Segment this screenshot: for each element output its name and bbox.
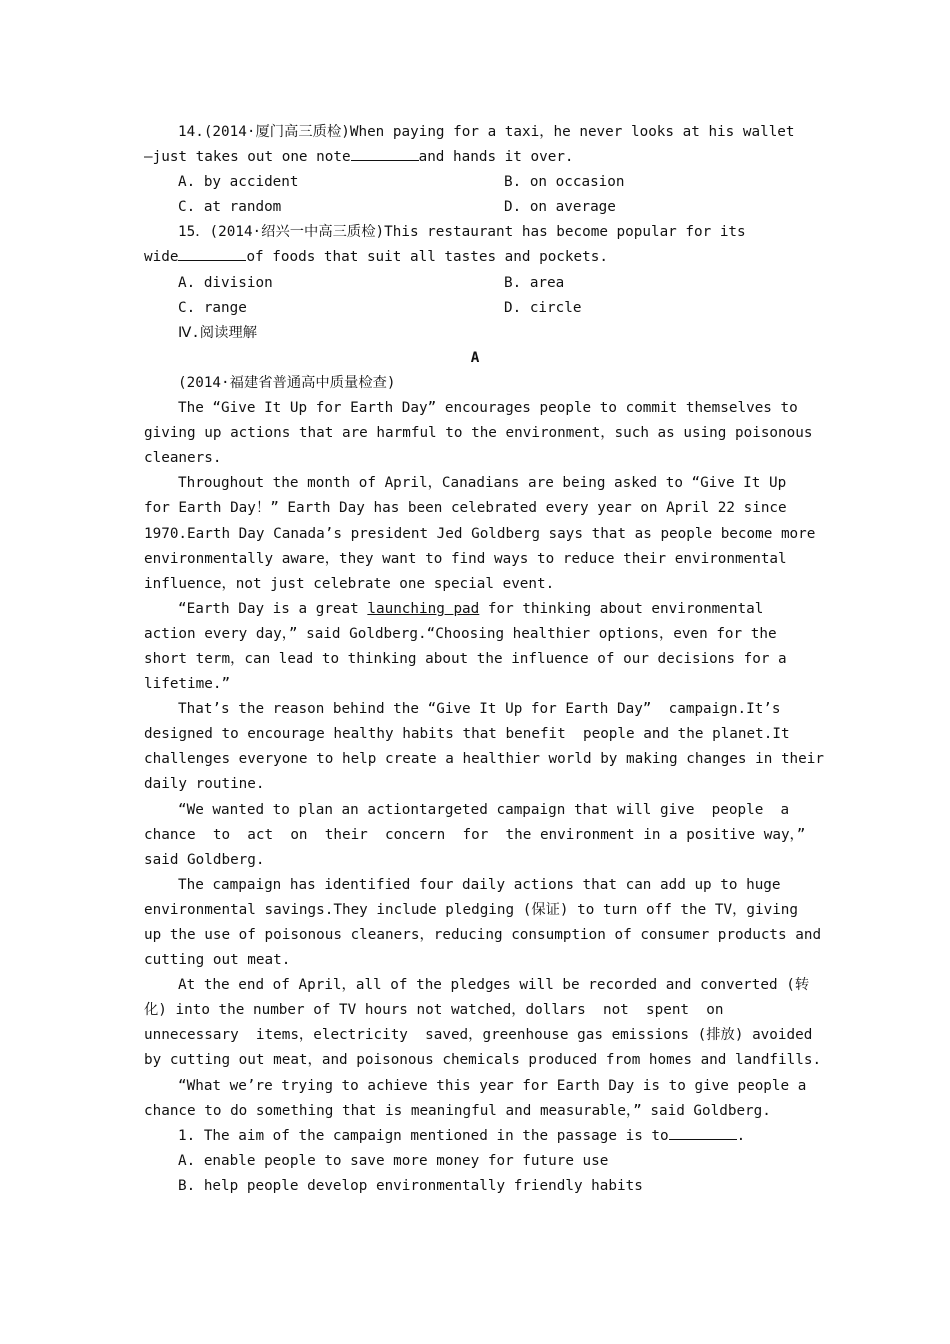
underlined-phrase: launching pad [367, 600, 480, 617]
paragraph-8-line: chance to do something that is meaningful and measurable，” said Goldberg. [144, 1102, 771, 1119]
q1-stem-end: . [736, 1127, 746, 1144]
q15-option-c: C. range [178, 299, 247, 316]
paragraph-5-line: said Goldberg. [144, 851, 265, 868]
q1-stem [144, 1124, 806, 1149]
paragraph-6-line: The campaign has identified four daily actions that can add up to huge [178, 876, 781, 893]
paragraph-2-line: 1970.Earth Day Canada’s president Jed Goldberg says that as people become more [144, 525, 816, 542]
paragraph-8-line: “What we’re trying to achieve this year for Earth Day is to give people a [178, 1077, 807, 1094]
q14-options-row1 [144, 170, 806, 195]
paragraph-4-line: daily routine. [144, 776, 265, 793]
q15-options-row2 [144, 296, 806, 321]
paragraph-6-line: environmental savings.They include pledging (保证) to turn off the TV，giving [144, 901, 799, 918]
paragraph-4-line: That’s the reason behind the “Give It Up for Earth Day” campaign.It’s [178, 701, 781, 718]
q14-options-row2 [144, 195, 806, 220]
paragraph-3-text-end: for thinking about environmental [487, 600, 764, 617]
q14-answer-blank [351, 146, 419, 161]
paragraph-1-line: cleaners. [144, 450, 222, 467]
paragraph-1-line: giving up actions that are harmful to the environment，such as using poisonous [144, 425, 813, 442]
q15-stem-text-end: of foods that suit all tastes and pockets. [246, 249, 608, 266]
q15-answer-blank [178, 246, 246, 261]
q15-stem-text: wide [144, 249, 179, 266]
paragraph-7-line: At the end of April，all of the pledges will be recorded and converted (转 [178, 977, 810, 994]
paragraph-2-line: environmentally aware，they want to find ways to reduce their environmental [144, 550, 787, 567]
q1-option-b: B. help people develop environmentally friendly habits [178, 1177, 643, 1194]
paragraph-2-line: for Earth Day！” Earth Day has been celebrated every year on April 22 since [144, 500, 787, 517]
paragraph-3-line: action every day，” said Goldberg.“Choosing healthier options，even for the [144, 625, 777, 642]
q14-option-c: C. at random [178, 199, 282, 216]
q14-option-d: D. on average [504, 199, 616, 216]
paragraph-7-line: 化) into the number of TV hours not watched，dollars not spent on [144, 1002, 724, 1019]
passage-source: (2014·福建省普通高中质量检查) [178, 374, 396, 391]
document-page [144, 120, 824, 1199]
paragraph-6-line: cutting out meat. [144, 952, 291, 969]
q14-stem-text: —just takes out one note [144, 149, 351, 166]
q14-option-b: B. on occasion [504, 174, 625, 191]
section-heading: Ⅳ.阅读理解 [178, 324, 257, 341]
q15-option-d: D. circle [504, 299, 582, 316]
q1-option-a: A. enable people to save more money for future use [178, 1152, 609, 1169]
q15-option-a: A. division [178, 274, 273, 291]
paragraph-5-line: “We wanted to plan an actiontargeted campaign that will give people a [178, 801, 790, 818]
paragraph-5-line: chance to act on their concern for the environment in a positive way，” [144, 826, 806, 843]
q1-stem-text: 1. The aim of the campaign mentioned in the passage is to [178, 1127, 669, 1144]
paragraph-7-line: unnecessary items，electricity saved，greenhouse gas emissions (排放) avoided [144, 1027, 813, 1044]
q15-options-row1 [144, 271, 806, 296]
q14-option-a: A. by accident [178, 174, 299, 191]
q1-answer-blank [669, 1125, 737, 1140]
paragraph-4-line: designed to encourage healthy habits that benefit people and the planet.It [144, 726, 790, 743]
q14-stem-line1: 14.(2014·厦门高三质检)When paying for a taxi，he never looks at his wallet [178, 124, 795, 140]
paragraph-1-line: The “Give It Up for Earth Day” encourages people to commit themselves to [178, 400, 798, 417]
passage-label: A [470, 349, 480, 366]
paragraph-3-line: lifetime.” [144, 676, 231, 693]
paragraph-3-text: “Earth Day is a great [178, 600, 359, 617]
q15-stem-line1: 15．(2014·绍兴一中高三质检)This restaurant has become popular for its [178, 224, 746, 241]
q15-option-b: B. area [504, 274, 565, 291]
paragraph-2-line: Throughout the month of April，Canadians are being asked to “Give It Up [178, 475, 787, 492]
paragraph-7-line: by cutting out meat，and poisonous chemicals produced from homes and landfills. [144, 1052, 822, 1069]
paragraph-3-line: short term，can lead to thinking about the influence of our decisions for a [144, 650, 787, 667]
q14-stem-text-end: and hands it over. [418, 149, 574, 166]
paragraph-6-line: up the use of poisonous cleaners，reducing consumption of consumer products and [144, 927, 822, 943]
paragraph-3-line [144, 597, 806, 622]
q15-stem-line2 [144, 245, 806, 270]
paragraph-2-line: influence，not just celebrate one special event. [144, 575, 555, 592]
paragraph-4-line: challenges everyone to help create a healthier world by making changes in their [144, 751, 824, 768]
q14-stem-line2 [144, 145, 806, 170]
